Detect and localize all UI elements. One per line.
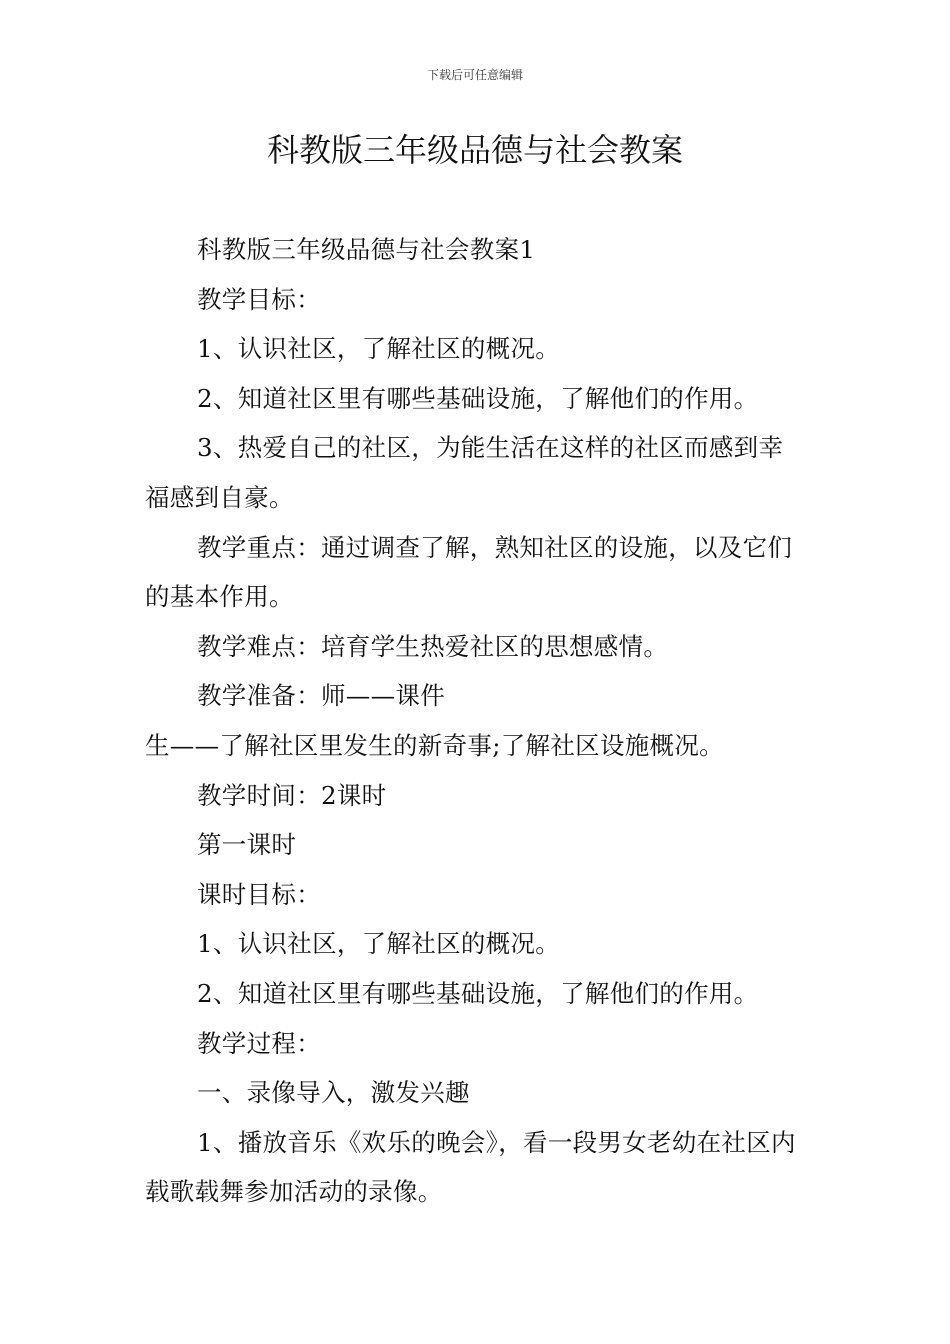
paragraph-teaching-goals-heading: 教学目标：: [197, 284, 321, 314]
paragraph-preparation-student: 生——了解社区里发生的新奇事;了解社区设施概况。: [145, 730, 724, 760]
document-body: [145, 225, 807, 1217]
page-header-note: 下载后可任意编辑: [426, 68, 523, 82]
paragraph-goal-2: 2、知道社区里有哪些基础设施，了解他们的作用。: [197, 383, 759, 413]
paragraph-difficulties: 教学难点：培育学生热爱社区的思想感情。: [197, 631, 669, 661]
paragraph-lesson-goals-heading: 课时目标：: [197, 879, 321, 909]
paragraph-goal-3: 3、热爱自己的社区，为能生活在这样的社区而感到幸福感到自豪。: [145, 433, 784, 512]
paragraph-teaching-time: 教学时间：2课时: [197, 780, 387, 810]
paragraph-key-points: 教学重点：通过调查了解，熟知社区的设施，以及它们的基本作用。: [145, 532, 793, 612]
document-title: 科教版三年级品德与社会教案: [266, 131, 683, 169]
paragraph-step-1-item-1: 1、播放音乐《欢乐的晚会》，看一段男女老幼在社区内载歌载舞参加活动的录像。: [145, 1127, 796, 1207]
paragraph-first-lesson: 第一课时: [197, 830, 297, 860]
paragraph-subtitle: 科教版三年级品德与社会教案1: [197, 235, 536, 264]
paragraph-goal-1: 1、认识社区，了解社区的概况。: [197, 334, 561, 364]
paragraph-lesson-goal-2: 2、知道社区里有哪些基础设施，了解他们的作用。: [197, 978, 759, 1008]
paragraph-lesson-goal-1: 1、认识社区，了解社区的概况。: [197, 929, 561, 959]
paragraph-preparation-teacher: 教学准备：师——课件: [197, 681, 445, 711]
paragraph-process-heading: 教学过程：: [197, 1028, 321, 1058]
paragraph-step-1-heading: 一、录像导入，激发兴趣: [197, 1078, 470, 1108]
